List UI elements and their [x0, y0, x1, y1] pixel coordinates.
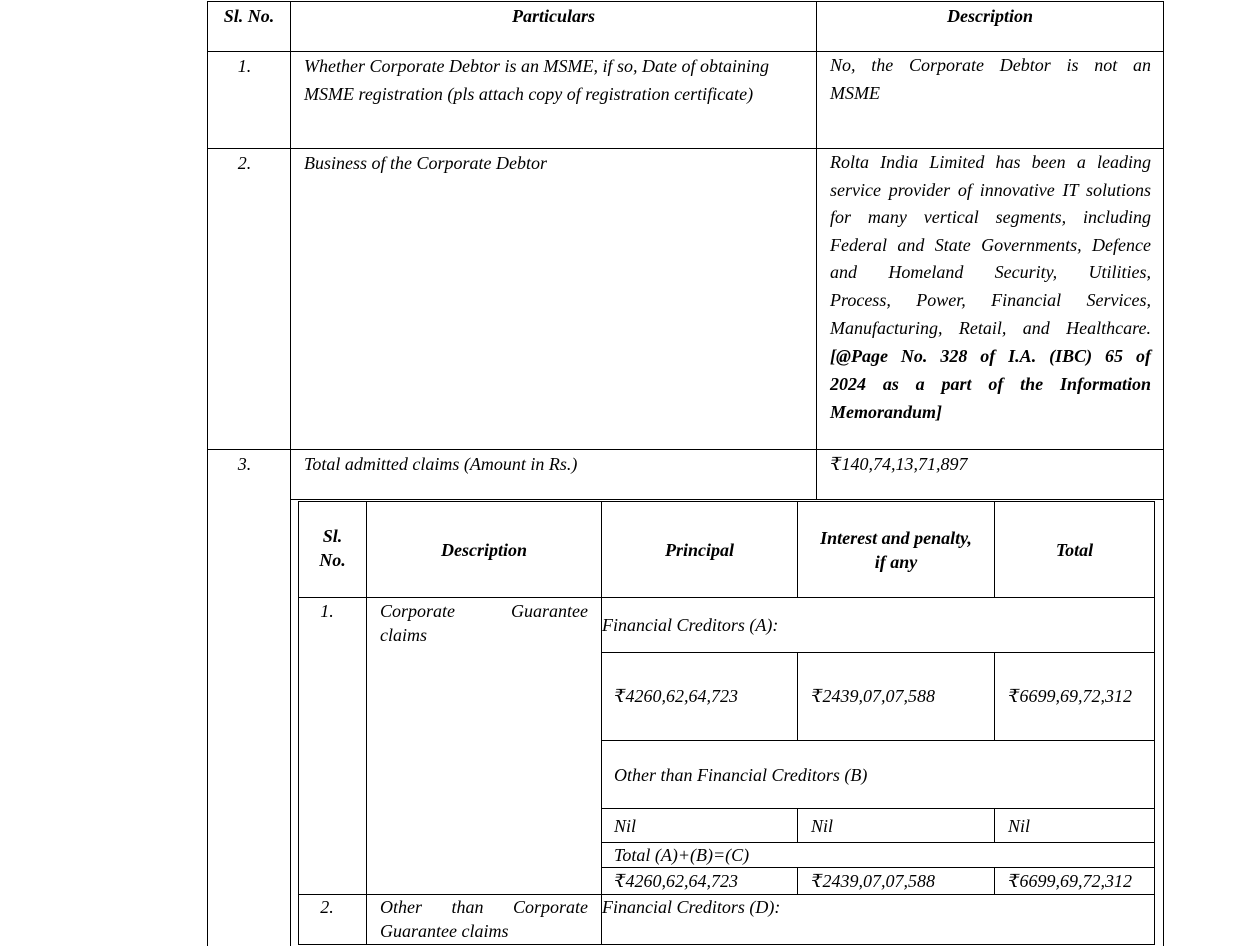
inner-other-interest: Nil [811, 816, 834, 836]
row2-description-line5: and Homeland Security, Utilities, [830, 262, 1151, 282]
inner-col3-divider-sum [797, 867, 798, 894]
row3-sl: 3. [237, 454, 252, 474]
header-particulars: Particulars [511, 6, 595, 26]
row2-description-line7: Manufacturing, Retail, and Healthcare. [830, 318, 1151, 338]
inner-col3-divider-nil [797, 808, 798, 842]
outer-row3-bottom [291, 499, 1164, 500]
inner-top-border [298, 501, 1155, 502]
row2-description-line6: Process, Power, Financial Services, [830, 290, 1151, 310]
inner-sum-total: ₹6699,69,72,312 [1008, 871, 1132, 891]
header-sl-no: Sl. No. [223, 6, 275, 26]
inner-col4-divider-sum [994, 867, 995, 894]
outer-col2-divider [816, 1, 817, 499]
inner-other-label: Other than Financial Creditors (B) [614, 765, 868, 785]
row2-sl: 2. [237, 153, 252, 173]
outer-right-border [1163, 1, 1164, 946]
inner-fc-label-bottom [601, 652, 1155, 653]
inner-sum-interest: ₹2439,07,07,588 [811, 871, 935, 891]
row2-particulars: Business of the Corporate Debtor [304, 153, 547, 173]
inner-sum-label: Total (A)+(B)=(C) [614, 845, 750, 865]
row1-particulars-line1: Whether Corporate Debtor is an MSME, if so, Date of obtaining [304, 56, 769, 76]
inner-row1-desc-line1: Corporate Guarantee [380, 601, 588, 621]
inner-row2-sl: 2. [320, 897, 334, 917]
inner-bottom-border [298, 944, 1155, 945]
inner-header-total: Total [1055, 540, 1094, 560]
row2-reference-line1: [@Page No. 328 of I.A. (IBC) 65 of [830, 346, 1151, 366]
inner-col4-divider-fc [994, 652, 995, 740]
inner-row2-desc-line1: Other than Corporate [380, 897, 588, 917]
row2-description-line4: Federal and State Governments, Defence [830, 235, 1151, 255]
inner-fc-values-bottom [601, 740, 1155, 741]
inner-other-total: Nil [1008, 816, 1031, 836]
row2-reference-line3: Memorandum] [830, 402, 943, 422]
row3-description: ₹140,74,13,71,897 [830, 454, 968, 474]
row1-description-line1: No, the Corporate Debtor is not an [830, 55, 1151, 75]
inner-fc-label: Financial Creditors (A): [602, 615, 779, 635]
row1-description-line2: MSME [830, 83, 880, 103]
inner-other-principal: Nil [614, 816, 637, 836]
row1-sl: 1. [237, 56, 252, 76]
inner-header-sl-line2: No. [319, 550, 346, 570]
inner-row2-fc-label: Financial Creditors (D): [602, 897, 781, 917]
inner-fc-interest: ₹2439,07,07,588 [811, 686, 935, 706]
row1-particulars-line2: MSME registration (pls attach copy of registration certificate) [304, 84, 754, 104]
inner-header-sl-line1: Sl. [322, 526, 343, 546]
row3-particulars: Total admitted claims (Amount in Rs.) [304, 454, 578, 474]
inner-col2-divider [601, 501, 602, 945]
inner-row2-desc-line2: Guarantee claims [380, 921, 509, 941]
row2-description-line2: service provider of innovative IT solutions [830, 180, 1151, 200]
row2-description-line3: for many vertical segments, including [830, 207, 1151, 227]
inner-other-label-bottom [601, 808, 1155, 809]
inner-fc-principal: ₹4260,62,64,723 [614, 686, 738, 706]
inner-col3-divider-fc [797, 652, 798, 740]
inner-fc-total: ₹6699,69,72,312 [1008, 686, 1132, 706]
inner-header-description: Description [440, 540, 527, 560]
inner-header-interest-line1: Interest and penalty, [820, 528, 972, 548]
inner-col4-divider-nil [994, 808, 995, 842]
inner-header-bottom [298, 597, 1155, 598]
inner-row1-sl: 1. [320, 601, 334, 621]
inner-header-interest-line2: if any [874, 552, 918, 572]
row2-reference-line2: 2024 as a part of the Information [830, 374, 1151, 394]
outer-col1-divider [290, 1, 291, 946]
header-description: Description [946, 6, 1033, 26]
inner-header-principal: Principal [664, 540, 734, 560]
inner-sum-principal: ₹4260,62,64,723 [614, 871, 738, 891]
inner-row1-desc-line2: claims [380, 625, 427, 645]
inner-col1-divider [366, 501, 367, 945]
row2-description-line1: Rolta India Limited has been a leading [830, 152, 1151, 172]
inner-right-border [1154, 501, 1155, 945]
